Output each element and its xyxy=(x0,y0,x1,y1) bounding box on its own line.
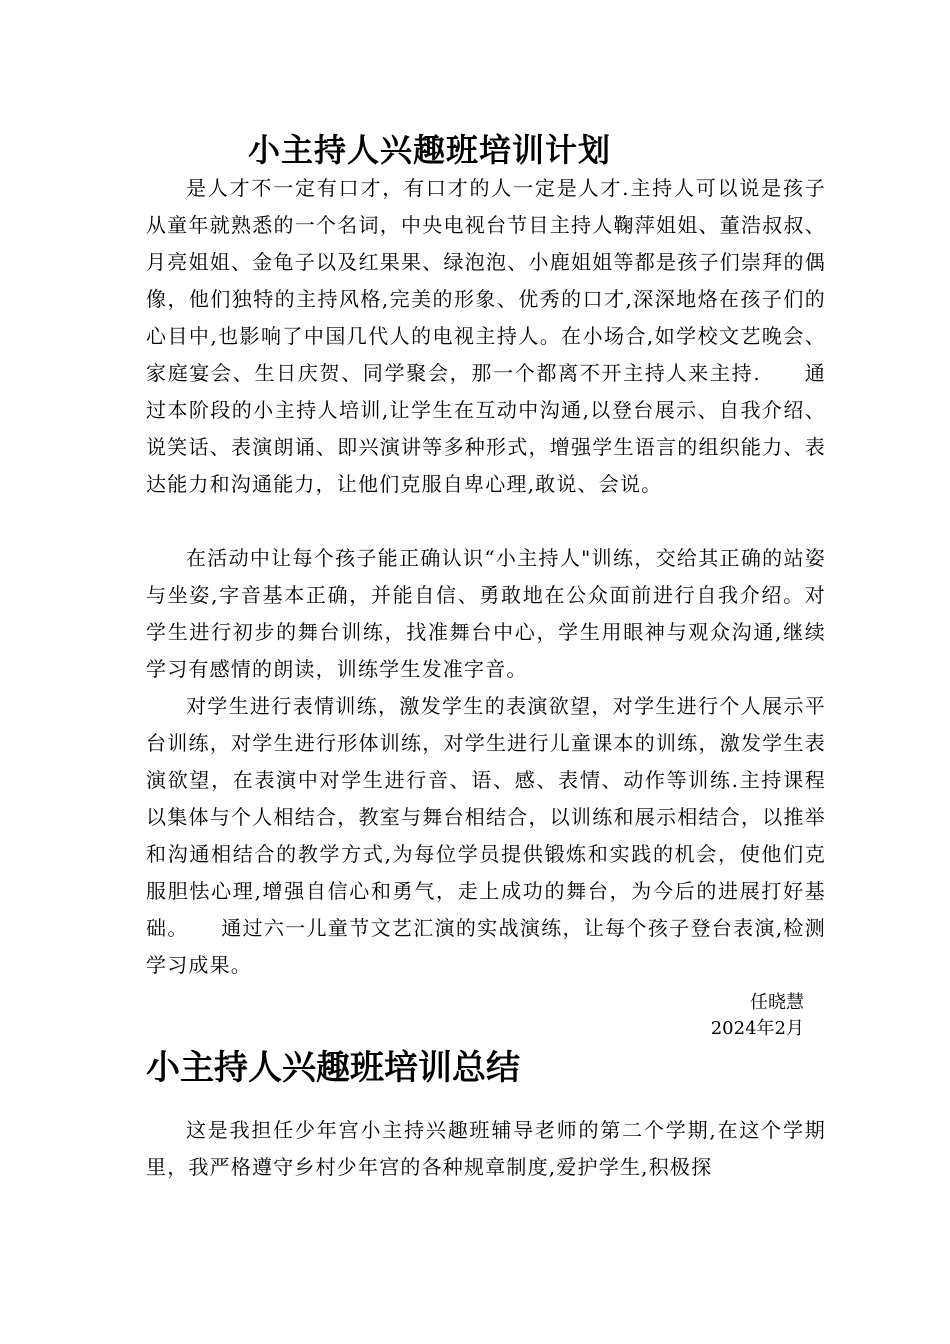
paragraph-text: 这是我担任少年宫小主持兴趣班辅导老师的第二个学期,在这个学期里，我严格遵守乡村少年宫的各种规章制度,爱护学生,积极探 xyxy=(146,1118,826,1179)
plan-title: 小主持人兴趣班培训计划 xyxy=(248,131,612,169)
plan-paragraph-2 xyxy=(146,540,826,688)
paragraph-text: 是人才不一定有口才，有口才的人一定是人才.主持人可以说是孩子从童年就熟悉的一个名词，中央电视台节目主持人鞠萍姐姐、董浩叔叔、月亮姐姐、金龟子以及红果果、绿泡泡、小鹿姐姐等都是孩子们崇拜的偶像，他们独特的主持风格,完美的形象、优秀的口才,深深地烙在孩子们的心目中,也影响了中国几代人的电视主持人。在小场合,如学校文艺晚会、家庭宴会、生日庆贺、同学聚会，那一个都离不开主持人来主持. 通过本阶段的小主持人培训,让学生在互动中沟通,以登台展示、自我介绍、说笑话、表演朗诵、即兴演讲等多种形式，增强学生语言的组织能力、表达能力和沟通能力，让他们克服自卑心理,敢说、会说。 xyxy=(146,176,826,496)
signature-name: 任晓慧 xyxy=(750,992,804,1013)
summary-title: 小主持人兴趣班培训总结 xyxy=(146,1048,520,1088)
summary-paragraph-1 xyxy=(146,1112,826,1186)
paragraph-text: 对学生进行表情训练，激发学生的表演欲望，对学生进行个人展示平台训练，对学生进行形体训练，对学生进行儿童课本的训练，激发学生表演欲望，在表演中对学生进行音、语、感、表情、动作等训练.主持课程以集体与个人相结合，教室与舞台相结合，以训练和展示相结合，以推举和沟通相结合的教学方式,为每位学员提供锻炼和实践的机会，使他们克服胆怯心理,增强自信心和勇气，走上成功的舞台，为今后的进展打好基础。 通过六一儿童节文艺汇演的实战演练，让每个孩子登台表演,检测学习成果。 xyxy=(146,694,826,977)
signature-date: 2024年2月 xyxy=(710,1018,804,1039)
paragraph-text: 在活动中让每个孩子能正确认识“小主持人"训练，交给其正确的站姿与坐姿,字音基本正确，并能自信、勇敢地在公众面前进行自我介绍。对学生进行初步的舞台训练，找准舞台中心，学生用眼神与观众沟通,继续学习有感情的朗读，训练学生发准字音。 xyxy=(146,546,826,681)
plan-paragraph-3 xyxy=(146,688,826,984)
plan-paragraph-1 xyxy=(146,170,826,503)
